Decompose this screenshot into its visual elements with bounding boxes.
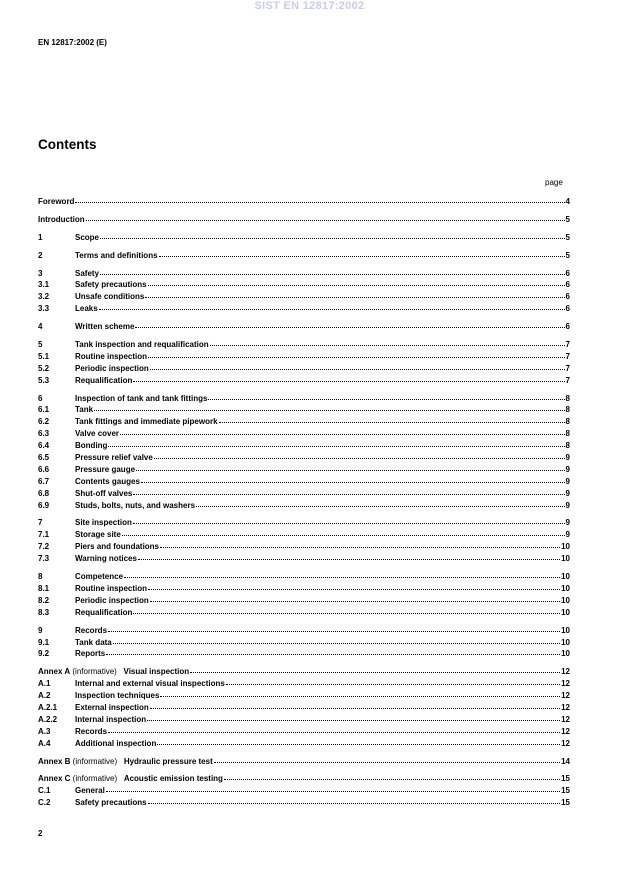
- toc-entry-page: 12: [561, 738, 570, 748]
- toc-dot-leader: [113, 635, 560, 644]
- toc-entry-number: 6.8: [38, 488, 50, 498]
- toc-entry-number: 5: [38, 340, 43, 350]
- toc-entry-page: 12: [561, 679, 570, 689]
- toc-entry-page: 9: [565, 530, 570, 540]
- toc-entry-number: 2: [38, 250, 43, 260]
- toc-entry-title: Internal inspection: [75, 714, 147, 724]
- toc-entry-page: 12: [561, 691, 570, 701]
- toc-dot-leader: [133, 515, 565, 524]
- toc-entry-page: 4: [565, 197, 570, 206]
- toc-entry-title: Inspection techniques: [75, 691, 160, 701]
- toc-entry-title: Studs, bolts, nuts, and washers: [75, 500, 196, 510]
- toc-entry-number: C.1: [38, 786, 51, 796]
- toc-entry-page: 8: [565, 429, 570, 439]
- toc-entry-page: 7: [565, 375, 570, 385]
- toc-dot-leader: [214, 754, 560, 763]
- toc-dot-leader: [150, 700, 560, 709]
- watermark: SIST EN 12817:2002: [254, 0, 365, 12]
- toc-dot-leader: [157, 736, 560, 745]
- toc-dot-leader: [148, 795, 561, 804]
- toc-entry-page: 6: [565, 280, 570, 290]
- toc-entry-title: Records: [75, 625, 108, 635]
- toc-dot-leader: [135, 319, 564, 328]
- toc-dot-leader: [133, 486, 564, 495]
- toc-entry-page: 14: [561, 756, 570, 766]
- toc-dot-leader: [133, 605, 560, 614]
- toc-annex-note: (informative): [70, 756, 118, 766]
- toc-entry-title: Periodic inspection: [75, 595, 149, 605]
- toc-entry-title: Additional inspection: [75, 738, 157, 748]
- toc-entry-number: 5.3: [38, 375, 50, 385]
- toc-entry-page: 15: [561, 774, 570, 784]
- toc-entry-title: Tank: [75, 405, 94, 415]
- toc-entry-number: 6.2: [38, 417, 50, 427]
- toc-entry-title: Safety precautions: [75, 798, 147, 808]
- toc-entry-page: 9: [565, 476, 570, 486]
- toc-dot-leader: [122, 527, 565, 536]
- toc-entry-number: A.2: [38, 691, 51, 701]
- toc-entry-page: 8: [565, 405, 570, 415]
- toc-dot-leader: [148, 277, 565, 286]
- toc-entry-page: 9: [565, 453, 570, 463]
- toc-entry-page: 10: [561, 595, 570, 605]
- toc-entry-number: 6.5: [38, 453, 50, 463]
- toc-entry-number: 9: [38, 625, 43, 635]
- toc-entry-number: 6.9: [38, 500, 50, 510]
- toc-entry-page: 5: [565, 232, 570, 242]
- toc-entry[interactable]: [38, 195, 570, 207]
- toc-entry-page: 10: [561, 572, 570, 582]
- toc-entry-number: 6.6: [38, 464, 50, 474]
- toc-entry[interactable]: [38, 647, 570, 659]
- toc-entry-number: A.1: [38, 679, 51, 689]
- toc-entry-page: 15: [561, 798, 570, 808]
- toc-entry-title: Terms and definitions: [75, 250, 158, 260]
- toc-entry[interactable]: [38, 499, 570, 511]
- toc-dot-leader: [219, 414, 565, 423]
- toc-entry-title: Competence: [75, 572, 124, 582]
- toc-dot-leader: [148, 581, 560, 590]
- toc-dot-leader: [226, 676, 560, 685]
- page-column-label: page: [545, 178, 563, 187]
- toc-entry-page: 9: [565, 464, 570, 474]
- toc-entry-number: 3.2: [38, 292, 50, 302]
- toc-entry-title: Hydraulic pressure test: [123, 756, 213, 766]
- toc-entry-title: Valve cover: [75, 429, 120, 439]
- toc-entry[interactable]: [38, 302, 570, 314]
- toc-entry-number: 7.2: [38, 542, 50, 552]
- toc-entry-title: Routine inspection: [75, 351, 147, 361]
- toc-entry-number: 9.2: [38, 649, 50, 659]
- toc-dot-leader: [108, 438, 564, 447]
- toc-annex-label: Annex B: [38, 756, 71, 766]
- toc-annex-label: Annex C: [38, 774, 71, 784]
- toc-dot-leader: [154, 450, 565, 459]
- toc-entry-page: 12: [561, 667, 570, 677]
- toc-entry-page: 15: [561, 786, 570, 796]
- toc-dot-leader: [108, 623, 560, 632]
- toc-entry-title: Pressure gauge: [75, 464, 136, 474]
- toc-entry-page: 9: [565, 518, 570, 528]
- toc-entry-title: Periodic inspection: [75, 363, 149, 373]
- toc-dot-leader: [120, 426, 565, 435]
- toc-entry-page: 12: [561, 714, 570, 724]
- toc-dot-leader: [86, 212, 565, 221]
- toc-entry[interactable]: [38, 755, 570, 767]
- toc-entry-number: 6.4: [38, 441, 50, 451]
- toc-entry-title: Contents gauges: [75, 476, 140, 486]
- toc-entry-number: 6.1: [38, 405, 50, 415]
- toc-entry-number: 6: [38, 393, 43, 403]
- toc-dot-leader: [196, 498, 565, 507]
- toc-dot-leader: [138, 551, 560, 560]
- toc-dot-leader: [145, 289, 564, 298]
- toc-annex-note: (informative): [70, 774, 118, 784]
- toc-dot-leader: [148, 349, 565, 358]
- toc-entry-number: 9.1: [38, 637, 50, 647]
- toc-entry-page: 8: [565, 441, 570, 451]
- toc-entry-number: 1: [38, 232, 43, 242]
- toc-dot-leader: [210, 337, 565, 346]
- toc-dot-leader: [141, 474, 565, 483]
- toc-dot-leader: [147, 712, 560, 721]
- toc-entry-number: 6.3: [38, 429, 50, 439]
- toc-entry[interactable]: [38, 374, 570, 386]
- toc-dot-leader: [150, 361, 565, 370]
- toc-dot-leader: [160, 688, 560, 697]
- toc-entry[interactable]: [38, 249, 570, 261]
- toc-dot-leader: [106, 783, 560, 792]
- toc-entry-title: External inspection: [75, 702, 149, 712]
- toc-entry-page: 9: [565, 488, 570, 498]
- toc-entry-title: Written scheme: [75, 322, 135, 332]
- toc-entry-page: 10: [561, 542, 570, 552]
- toc-entry-page: 10: [561, 625, 570, 635]
- toc-entry-page: 6: [565, 304, 570, 314]
- toc-entry-title: Reports: [75, 649, 106, 659]
- toc-entry-number: C.2: [38, 798, 51, 808]
- toc-entry-title: Pressure relief valve: [75, 453, 153, 463]
- toc-entry-title: Safety: [75, 268, 100, 278]
- toc-entry-number: 8: [38, 572, 43, 582]
- toc-entry-page: 10: [561, 554, 570, 564]
- toc-entry-title: Piers and foundations: [75, 542, 160, 552]
- toc-dot-leader: [100, 266, 565, 275]
- toc-entry-number: A.3: [38, 726, 51, 736]
- toc-dot-leader: [124, 569, 560, 578]
- toc-entry-page: 6: [565, 322, 570, 332]
- toc-dot-leader: [100, 230, 565, 239]
- toc-entry-title: Tank inspection and requalification: [75, 340, 209, 350]
- toc-entry-page: 8: [565, 417, 570, 427]
- toc-dot-leader: [106, 646, 560, 655]
- toc-entry[interactable]: [38, 552, 570, 564]
- toc-entry-page: 6: [565, 292, 570, 302]
- toc-dot-leader: [160, 539, 560, 548]
- page-title: Contents: [38, 137, 97, 152]
- toc-entry-title: Routine inspection: [75, 583, 147, 593]
- toc-entry[interactable]: [38, 737, 570, 749]
- toc-entry-title: Storage site: [75, 530, 121, 540]
- toc-dot-leader: [208, 391, 564, 400]
- toc-entry-title: Tank fittings and immediate pipework: [75, 417, 218, 427]
- toc-entry-title: Acoustic emission testing: [123, 774, 223, 784]
- toc-entry-number: A.2.2: [38, 714, 58, 724]
- toc-entry-number: 3.1: [38, 280, 50, 290]
- toc-entry-number: 3.3: [38, 304, 50, 314]
- toc-entry[interactable]: [38, 320, 570, 332]
- toc-entry-title: Introduction: [38, 214, 85, 224]
- toc-entry-page: 5: [565, 214, 570, 224]
- toc-entry-title: Warning notices: [75, 554, 137, 564]
- toc-entry-title: Shut-off valves: [75, 488, 133, 498]
- toc-entry-title: Leaks: [75, 304, 98, 314]
- toc-entry-title: Internal and external visual inspections: [75, 679, 225, 689]
- toc-entry-number: A.4: [38, 738, 51, 748]
- toc-entry-number: 6.7: [38, 476, 50, 486]
- toc-entry-number: 7: [38, 518, 43, 528]
- toc-entry-number: A.2.1: [38, 702, 58, 712]
- toc-entry-page: 10: [561, 607, 570, 617]
- toc-entry-page: 8: [565, 393, 570, 403]
- toc-entry-title: Site inspection: [75, 518, 132, 528]
- toc-entry-title: Inspection of tank and tank fittings: [75, 393, 208, 403]
- toc-entry-title: Requalification: [75, 607, 133, 617]
- toc-entry-number: 5.2: [38, 363, 50, 373]
- document-header: EN 12817:2002 (E): [38, 38, 107, 47]
- toc-dot-leader: [94, 402, 564, 411]
- toc-entry-title: Unsafe conditions: [75, 292, 145, 302]
- toc-dot-leader: [108, 724, 560, 733]
- toc-entry-page: 10: [561, 583, 570, 593]
- toc-entry-page: 12: [561, 726, 570, 736]
- toc-entry-number: 5.1: [38, 351, 50, 361]
- toc-entry-title: Bonding: [75, 441, 108, 451]
- toc-dot-leader: [136, 462, 565, 471]
- toc-entry-page: 9: [565, 500, 570, 510]
- toc-dot-leader: [133, 373, 564, 382]
- toc-entry-number: 7.1: [38, 530, 50, 540]
- toc-entry-title: Safety precautions: [75, 280, 147, 290]
- toc-entry[interactable]: [38, 231, 570, 243]
- toc-entry-page: 7: [565, 363, 570, 373]
- toc-entry-title: Scope: [75, 232, 100, 242]
- toc-entry-title: Foreword: [38, 197, 75, 206]
- toc-entry-page: 5: [565, 250, 570, 260]
- toc-entry-number: 4: [38, 322, 43, 332]
- table-of-contents: [38, 195, 570, 808]
- toc-annex-label: Annex A: [38, 667, 71, 677]
- toc-entry-title: Records: [75, 726, 108, 736]
- toc-entry-number: 8.1: [38, 583, 50, 593]
- toc-annex-note: (informative): [70, 667, 117, 677]
- toc-entry-page: 6: [565, 268, 570, 278]
- toc-dot-leader: [159, 248, 565, 257]
- toc-dot-leader: [99, 301, 565, 310]
- toc-dot-leader: [190, 664, 560, 673]
- toc-entry[interactable]: [38, 796, 570, 808]
- toc-entry-page: 7: [565, 340, 570, 350]
- toc-entry-number: 3: [38, 268, 43, 278]
- toc-entry[interactable]: [38, 213, 570, 225]
- toc-entry-title: Tank data: [75, 637, 112, 647]
- toc-dot-leader: [150, 593, 560, 602]
- toc-entry-page: 10: [561, 649, 570, 659]
- toc-entry-number: 8.2: [38, 595, 50, 605]
- toc-entry-number: 7.3: [38, 554, 50, 564]
- toc-entry[interactable]: [38, 606, 570, 618]
- toc-entry-page: 7: [565, 351, 570, 361]
- toc-dot-leader: [75, 194, 564, 203]
- page-number: 2: [38, 829, 43, 838]
- toc-entry-title: Visual inspection: [123, 667, 190, 677]
- toc-entry-annex: [38, 666, 189, 678]
- toc-entry-title: General: [75, 786, 105, 796]
- toc-entry-page: 10: [561, 637, 570, 647]
- toc-entry-page: 12: [561, 702, 570, 712]
- toc-entry-title: Requalification: [75, 375, 133, 385]
- toc-entry-annex: [38, 756, 213, 768]
- toc-dot-leader: [224, 771, 560, 780]
- toc-entry-number: 8.3: [38, 607, 50, 617]
